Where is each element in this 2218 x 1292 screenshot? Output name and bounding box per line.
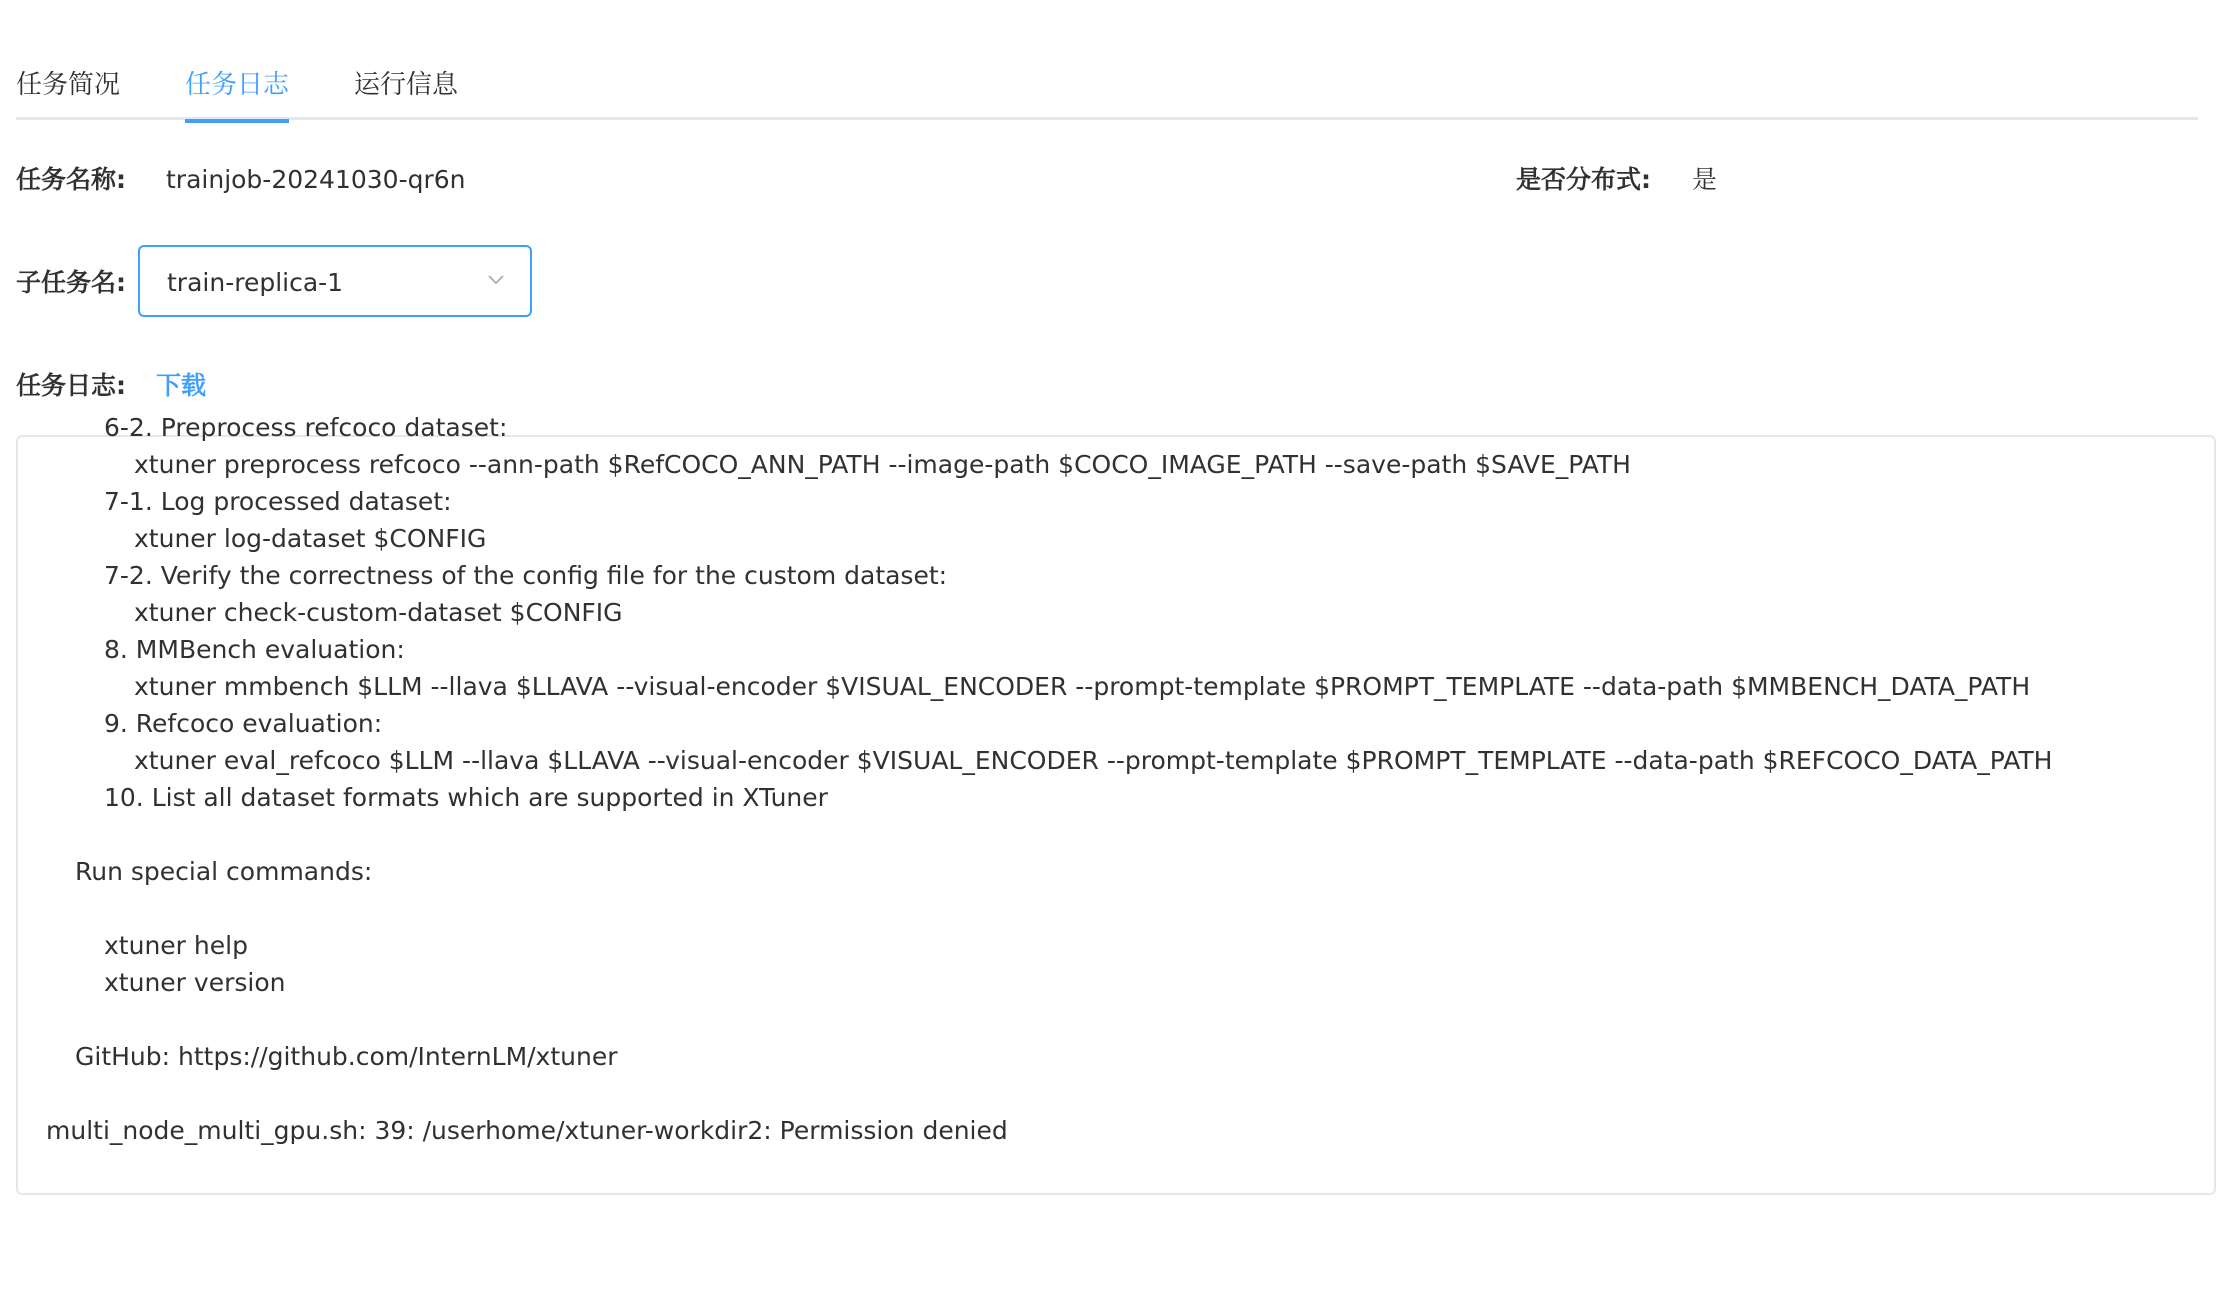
log-line: 7-2. Verify the correctness of the config file for the custom dataset: <box>104 561 948 590</box>
tab-run-info[interactable]: 运行信息 <box>354 70 459 100</box>
tab-bar <box>16 60 2198 120</box>
subtask-label: 子任务名: <box>16 268 126 297</box>
log-line: xtuner eval_refcoco $LLM --llava $LLAVA --visual-encoder $VISUAL_ENCODER --prompt-template $PROMPT_TEMPLATE --data-path $REFCOCO_DATA_PATH <box>134 746 2053 775</box>
log-line: GitHub: https://github.com/InternLM/xtuner <box>75 1042 618 1071</box>
subtask-select-value: train-replica-1 <box>167 268 344 297</box>
log-line: multi_node_multi_gpu.sh: 39: /userhome/xtuner-workdir2: Permission denied <box>46 1116 1008 1145</box>
log-line: 7-1. Log processed dataset: <box>104 487 452 516</box>
log-line: xtuner mmbench $LLM --llava $LLAVA --visual-encoder $VISUAL_ENCODER --prompt-template $PROMPT_TEMPLATE --data-path $MMBENCH_DATA_PATH <box>134 672 2031 701</box>
log-viewer[interactable] <box>16 413 2216 1195</box>
task-name-value: trainjob-20241030-qr6n <box>166 165 466 194</box>
log-line: xtuner version <box>104 968 286 997</box>
log-line: Run special commands: <box>75 857 373 886</box>
log-line: 9. Refcoco evaluation: <box>104 709 383 738</box>
log-line: 6-2. Preprocess refcoco dataset: <box>104 413 508 442</box>
task-log-label: 任务日志: <box>16 371 126 400</box>
distributed-label: 是否分布式: <box>1516 165 1651 194</box>
log-line: 8. MMBench evaluation: <box>104 635 405 664</box>
log-line: xtuner preprocess refcoco --ann-path $RefCOCO_ANN_PATH --image-path $COCO_IMAGE_PATH --save-path $SAVE_PATH <box>134 450 1631 479</box>
log-line: xtuner help <box>104 931 248 960</box>
tab-task-overview[interactable]: 任务简况 <box>16 70 121 100</box>
distributed-value: 是 <box>1692 165 1718 194</box>
download-log-link[interactable]: 下载 <box>156 371 207 400</box>
log-line: 10. List all dataset formats which are supported in XTuner <box>104 783 828 812</box>
tab-task-log[interactable]: 任务日志 <box>185 70 289 120</box>
chevron-down-icon <box>486 269 506 289</box>
subtask-select[interactable] <box>138 245 532 317</box>
task-name-label: 任务名称: <box>16 165 126 194</box>
log-line: xtuner log-dataset $CONFIG <box>134 524 487 553</box>
log-line: xtuner check-custom-dataset $CONFIG <box>134 598 623 627</box>
